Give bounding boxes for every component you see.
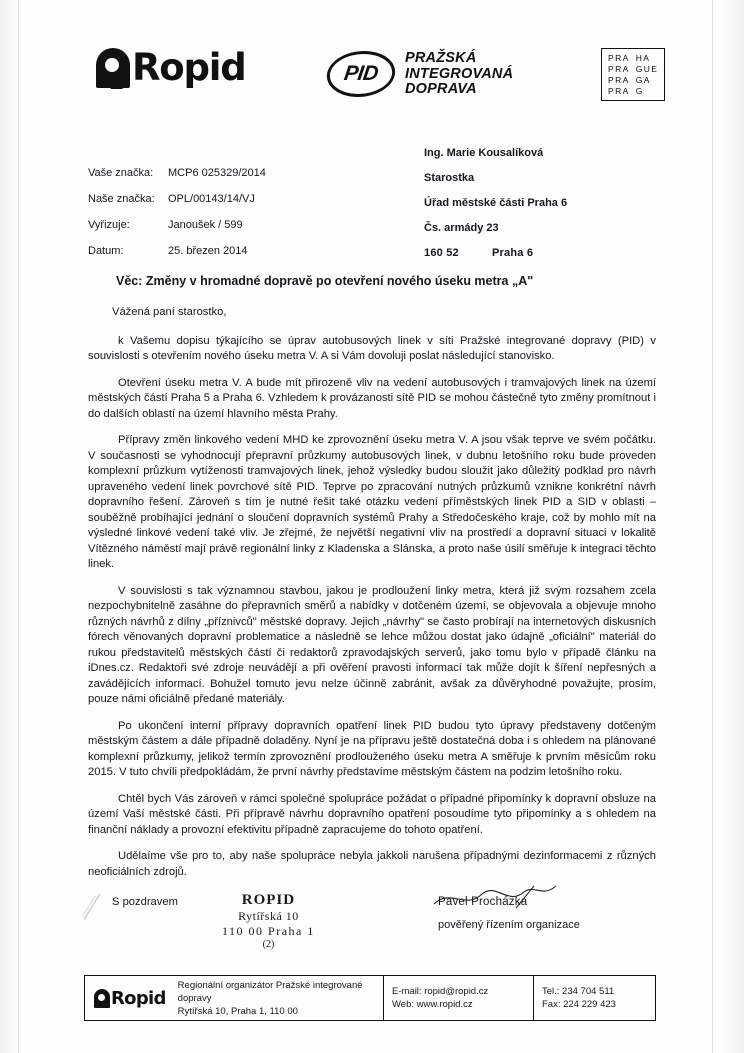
footer-tel: Tel.: 234 704 511: [542, 986, 615, 997]
scan-artifact-line: [712, 0, 713, 1053]
addressee-city: Praha 6: [492, 247, 534, 259]
letterhead: [0, 48, 744, 118]
signature-block: [438, 896, 580, 931]
reference-row: [88, 212, 266, 238]
body-paragraph-1: k Vašemu dopisu týkajícího se úprav autobusových linek v síti Pražské integrované dopravy (PID) v souvislosti s otevřením nového úseku metra V. A si Vám dovoluji poslat následující stanovisko.: [88, 334, 656, 362]
addressee-role: Starostka: [424, 172, 475, 184]
stamp-line-1: ROPID: [241, 892, 296, 908]
body-paragraph-2: Otevření úseku metra V. A bude mít přirozeně vliv na vedení autobusových i tramvajových linek na území městských částí Praha 5 a Praha 6. Vzhledem k provázanosti sítě PID se mohou částečně tyto změny promítnout i do dalších oblastí na území hlavního města Prahy.: [88, 376, 656, 420]
addressee-zip: 160 52: [424, 247, 459, 259]
reference-label: Datum:: [88, 245, 124, 257]
reference-label: Vyřizuje:: [88, 219, 130, 231]
praha-city-logo: [601, 48, 665, 101]
stamp-line-3: 110 00 Praha 1: [222, 924, 315, 938]
stamp-line-4: (2): [262, 939, 275, 950]
footer-ropid-logo-mark-icon: [94, 989, 110, 1008]
reference-row: [88, 238, 266, 264]
pid-word-2: INTEGROVANÁ: [405, 65, 514, 82]
addressee-street: Čs. armády 23: [424, 222, 499, 234]
reference-value: 25. březen 2014: [168, 245, 248, 257]
signatory-role: pověřený řízením organizace: [438, 919, 580, 931]
reference-row: [88, 186, 266, 212]
praha-cell-3: PRA: [608, 64, 630, 74]
footer-ropid-logo: [94, 989, 166, 1008]
body-paragraph-3: Přípravy změn linkového vedení MHD ke zprovoznění úseku metra V. A jsou však teprve ve svém počátku. V současnosti se vyhodnocují přepravní průzkumy autobusových linek, v dubnu letošního roku bude proveden komplexní průzkum vytíženosti tramvajových linek, jehož výsledky budou sloužit jako důležitý podklad pro návrh upraveného vedení linek povrchové sítě PID. Teprve po zpracování nutných průzkumů vznikne konkrétní návrh dopravního řešení. Zároveň s tím je nutné řešit také otázku vedení příměstských linek PID a SID v oblasti – souběžně probíhající jednání o sloučení dopravních systémů Prahy a Středočeského kraje, což by mohlo mít na výsledné linkové vedení také vliv. Je zřejmé, že největší negativní vliv na prostředí a dopravní situaci v lokalitě Vítězného náměstí mají právě regionální linky z Kladenska a Slánska, a proto naše úsilí směřuje k integraci těchto linek.: [88, 434, 656, 570]
ropid-logo-text: Ropid: [132, 46, 246, 89]
praha-cell-8: G: [635, 86, 644, 96]
reference-label: Vaše značka:: [88, 167, 154, 179]
signatory-name: Pavel Procházka: [438, 896, 528, 908]
body-paragraph-6: Chtěl bych Vás zároveň v rámci společné spolupráce požádat o případné připomínky k dopravní obsluze na území Vaší městské části. Při přípravě návrhu dopravního opatření posoudíme tyto připomínky a s ohledem na finanční náklady a provozní efektivitu případně zapracujeme do tohoto opatření.: [88, 792, 656, 836]
ropid-logo-mark-icon: [96, 48, 130, 88]
footer-bar: [84, 975, 656, 1021]
footer-phone: [533, 976, 655, 1020]
pid-logo: [327, 51, 513, 98]
praha-cell-4: GUE: [635, 64, 659, 74]
footer-org-line-1: Regionální organizátor Pražské integrované dopravy: [177, 979, 363, 1004]
salutation: Vážená paní starostko,: [112, 306, 227, 318]
reference-label: Naše značka:: [88, 193, 155, 205]
footer-ropid-logo-text: Ropid: [111, 987, 166, 1009]
pid-logo-words: [405, 51, 513, 98]
addressee-office: Úřad městské části Praha 6: [424, 197, 568, 209]
addressee-block: [424, 141, 567, 266]
body-paragraph-7: Udělaíme vše pro to, aby naše spolupráce nebyla jakkoli narušena případnými dezinformacemi z různých neoficiálních zdrojů.: [88, 850, 656, 878]
footer-fax: Fax: 224 229 423: [542, 999, 616, 1010]
addressee-city-line: [424, 241, 567, 266]
pid-logo-text: PID: [342, 62, 380, 86]
ropid-logo: [96, 48, 246, 88]
reference-block: [88, 160, 266, 264]
footer-org-line-2: Rytířská 10, Praha 1, 110 00: [177, 1005, 298, 1017]
scan-edge-shading-right: [718, 0, 744, 1053]
praha-cell-6: GA: [635, 75, 651, 85]
praha-cell-7: PRA: [608, 86, 630, 96]
reference-value: MCP6 025329/2014: [168, 167, 266, 179]
footer-contact: [383, 976, 533, 1020]
scan-edge-shading-left: [0, 0, 18, 1053]
subject-line: Věc: Změny v hromadné dopravě po otevření nového úseku metra „A": [116, 274, 534, 288]
pid-word-1: PRAŽSKÁ: [405, 50, 477, 66]
praha-cell-5: PRA: [608, 75, 630, 85]
pid-logo-ellipse-icon: [324, 51, 398, 97]
reference-value: OPL/00143/14/VJ: [168, 193, 255, 205]
praha-cell-1: PRA: [608, 53, 630, 63]
praha-cell-2: HA: [635, 53, 651, 63]
addressee-name: Ing. Marie Kousalíková: [424, 147, 544, 159]
footer-email[interactable]: E-mail: ropid@ropid.cz: [392, 986, 489, 997]
body-paragraph-4: V souvislosti s tak významnou stavbou, jakou je prodloužení linky metra, která již svým rozsahem zcela nezpochybnitelně zasáhne do přepravních směrů a nabídky v dotčeném území, se objevovala a objevuje mnoho různých návrhů z dílny „příznivců" městské dopravy. Jejich „návrhy" se často probírají na internetových diskusních fórech věnovaných dopravní problematice a následně se lehce můžou dostat jako údajně „oficiální" materiál do rukou představitelů městských částí či redaktorů zpravodajských serverů, jako tomu bylo v případě článku na iDnes.cz. Redaktoři své zdroje neuvádějí a při ověření pravosti informací tak může dojít k šíření nepřesných a zavádějících informací. Bohužel tomuto jevu nelze účinně zabránit, avšak za důvěryhodné považujte, prosím, pouze námi oficiálně předané materiály.: [88, 584, 656, 705]
closing-line: S pozdravem: [112, 896, 178, 908]
scan-artifact-line: [18, 0, 19, 1053]
reference-row: [88, 160, 266, 186]
footer-web[interactable]: Web: www.ropid.cz: [392, 999, 473, 1010]
letter-body: [88, 305, 656, 911]
organisation-stamp: [222, 892, 315, 950]
footer-organisation: [178, 979, 383, 1018]
reference-value: Janoušek / 599: [168, 219, 243, 231]
body-paragraph-5: Po ukončení interní přípravy dopravních opatření linek PID budou tyto úpravy představeny dotčeným městským částem a dále případně doladěny. Nyní je na přípravu ještě dostatečná doba i s ohledem na plánované komplexní průzkumy, jelikož termín zprovoznění prodlouženého úseku metra A směřuje k prvním měsícům roku 2015. V tuto chvíli předpokládám, že první návrhy představíme městským částem na podzim letošního roku.: [88, 719, 656, 778]
pid-word-3: DOPRAVA: [405, 81, 477, 97]
stamp-line-2: Rytířská 10: [238, 909, 299, 923]
